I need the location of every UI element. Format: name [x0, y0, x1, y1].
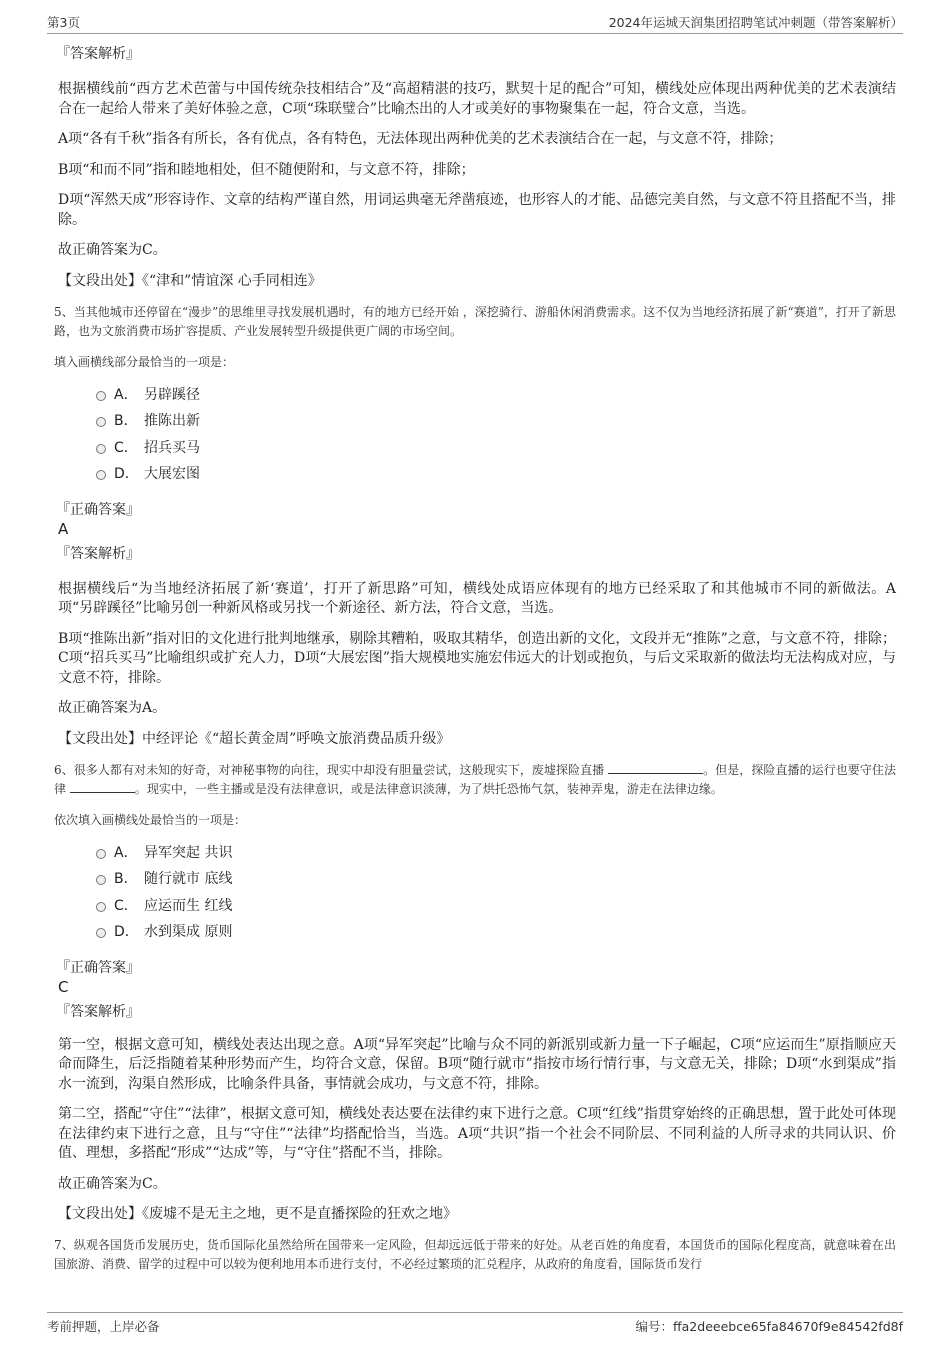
analysis-paragraph: B项“和而不同”指和睦地相处，但不随便附和，与文意不符，排除；: [58, 161, 475, 178]
answer-conclusion: 故正确答案为A。: [58, 700, 167, 716]
correct-answer-label: 『正确答案』: [56, 959, 140, 976]
option-a[interactable]: A． 异军突起 共识: [96, 843, 896, 870]
answer-conclusion: 故正确答案为C。: [58, 242, 167, 258]
radio-button[interactable]: [96, 902, 106, 912]
page-content: [56, 45, 896, 1286]
analysis-label: 『答案解析』: [56, 1003, 140, 1020]
option-c[interactable]: C． 应运而生 红线: [96, 896, 896, 923]
option-c[interactable]: C． 招兵买马: [96, 438, 896, 465]
question-6-options: [96, 843, 896, 949]
analysis-label: 『答案解析』: [56, 46, 140, 62]
analysis-paragraph: 根据横线后“为当地经济拓展了新‘赛道’，打开了新思路”可知，横线处成语应体现有的地方已经采取了和其他城市不同的新做法。A项“另辟蹊径”比喻另创一种新风格或另找一个新途径、新方法，符合文意，当选。: [58, 580, 896, 616]
option-d[interactable]: D． 大展宏图: [96, 464, 896, 491]
correct-answer: C: [58, 977, 69, 996]
option-d[interactable]: D． 水到渠成 原则: [96, 922, 896, 949]
page-footer: [47, 1312, 903, 1335]
question-6-text: 6、很多人都有对未知的好奇，对神秘事物的向往，现实中却没有胆量尝试，这般现实下，废墟探险直播 。但是，探险直播的运行也要守住法律 。现实中，一些主播或是没有法律意识，或是法律意识淡薄，为了烘托恐怖气氛，装神弄鬼，游走在法律边缘。: [54, 762, 896, 796]
question-7-text: 7、纵观各国货币发展历史，货币国际化虽然给所在国带来一定风险，但却远远低于带来的好处。从老百姓的角度看，本国货币的国际化程度高，就意味着在出国旅游、消费、留学的过程中可以较为便利地用本币进行支付，不必经过繁琐的汇兑程序，从政府的角度看，国际货币发行: [54, 1238, 896, 1271]
page-header: [47, 13, 903, 34]
analysis-paragraph: B项“推陈出新”指对旧的文化进行批判地继承，剔除其糟粕，吸取其精华，创造出新的文化，文段并无“推陈”之意，与文意不符，排除；C项“招兵买马”比喻组织或扩充人力，D项“大展宏图”指大规模地实施宏伟远大的计划或抱负，与后文采取新的做法均无法构成对应，与文意不符，排除。: [58, 630, 896, 686]
source-citation: 【文段出处】《“津和”情谊深 心手同相连》: [58, 272, 322, 289]
fill-blank: [608, 761, 703, 774]
correct-answer-label: 『正确答案』: [56, 501, 140, 518]
answer-conclusion: 故正确答案为C。: [58, 1175, 167, 1192]
radio-button[interactable]: [96, 928, 106, 938]
footer-slogan: 考前押题，上岸必备: [47, 1319, 160, 1334]
document-id: 编号：ffa2deeebce65fa84670f9e84542fd8f: [635, 1319, 903, 1334]
option-b[interactable]: B． 随行就市 底线: [96, 869, 896, 896]
source-citation: 【文段出处】《废墟不是无主之地，更不是直播探险的狂欢之地》: [58, 1206, 457, 1222]
fill-blank: [70, 780, 135, 793]
correct-answer: A: [58, 519, 69, 538]
radio-button[interactable]: [96, 391, 106, 401]
radio-button[interactable]: [96, 417, 106, 427]
option-a[interactable]: A． 另辟蹊径: [96, 385, 896, 412]
analysis-paragraph: D项“浑然天成”形容诗作、文章的结构严谨自然，用词运典毫无斧凿痕迹，也形容人的才能、品德完美自然，与文意不符且搭配不当，排除。: [58, 192, 896, 228]
radio-button[interactable]: [96, 470, 106, 480]
analysis-label: 『答案解析』: [56, 545, 140, 562]
question-5-text: 5、当其他城市还停留在“漫步”的思维里寻找发展机遇时，有的地方已经开始 ，深挖骑行、游船休闲消费需求。这不仅为当地经济拓展了新“赛道”，打开了新思路，也为文旅消费市场扩容提质、产业发展转型升级提供更广阔的市场空间。: [54, 304, 896, 338]
radio-button[interactable]: [96, 875, 106, 885]
question-6-prompt: 依次填入画横线处最恰当的一项是：: [54, 812, 247, 827]
analysis-paragraph: 第二空，搭配“守住”“法律”，根据文意可知，横线处表达要在法律约束下进行之意。C项“红线”指贯穿始终的正确思想，置于此处可体现在法律约束下进行之意，且与“守住”“法律”均搭配恰当，当选。A项“共识”指一个社会不同阶层、不同利益的人所寻求的共同认识、价值、理想，多搭配“形成”“达成”等，与“守住”搭配不当，排除。: [58, 1106, 896, 1161]
question-5-options: [96, 385, 896, 491]
analysis-paragraph: 根据横线前“西方艺术芭蕾与中国传统杂技相结合”及“高超精湛的技巧，默契十足的配合”可知，横线处应体现出两种优美的艺术表演结合在一起给人带来了美好体验之意，C项“珠联璧合”比喻杰出的人才或美好的事物聚集在一起，符合文意，当选。: [58, 81, 896, 117]
source-citation: 【文段出处】中经评论《“超长黄金周”呼唤文旅消费品质升级》: [58, 730, 451, 747]
page-number: 第3页: [47, 15, 80, 30]
question-5-prompt: 填入画横线部分最恰当的一项是：: [54, 354, 235, 369]
analysis-paragraph: A项“各有千秋”指各有所长，各有优点，各有特色，无法体现出两种优美的艺术表演结合在一起，与文意不符，排除；: [58, 131, 783, 147]
radio-button[interactable]: [96, 849, 106, 859]
document-title: 2024年运城天润集团招聘笔试冲刺题（带答案解析）: [608, 15, 903, 30]
analysis-paragraph: 第一空，根据文意可知，横线处表达出现之意。A项“异军突起”比喻与众不同的新派别或新力量一下子崛起，C项“应运而生”原指顺应天命而降生，后泛指随着某种形势而产生，均符合文意，保留。B项“随行就市”指按市场行情行事，与文意无关，排除；D项“水到渠成”指水一流到，沟渠自然形成，比喻条件具备，事情就会成功，与文意不符，排除。: [58, 1036, 896, 1092]
radio-button[interactable]: [96, 444, 106, 454]
option-b[interactable]: B． 推陈出新: [96, 411, 896, 438]
